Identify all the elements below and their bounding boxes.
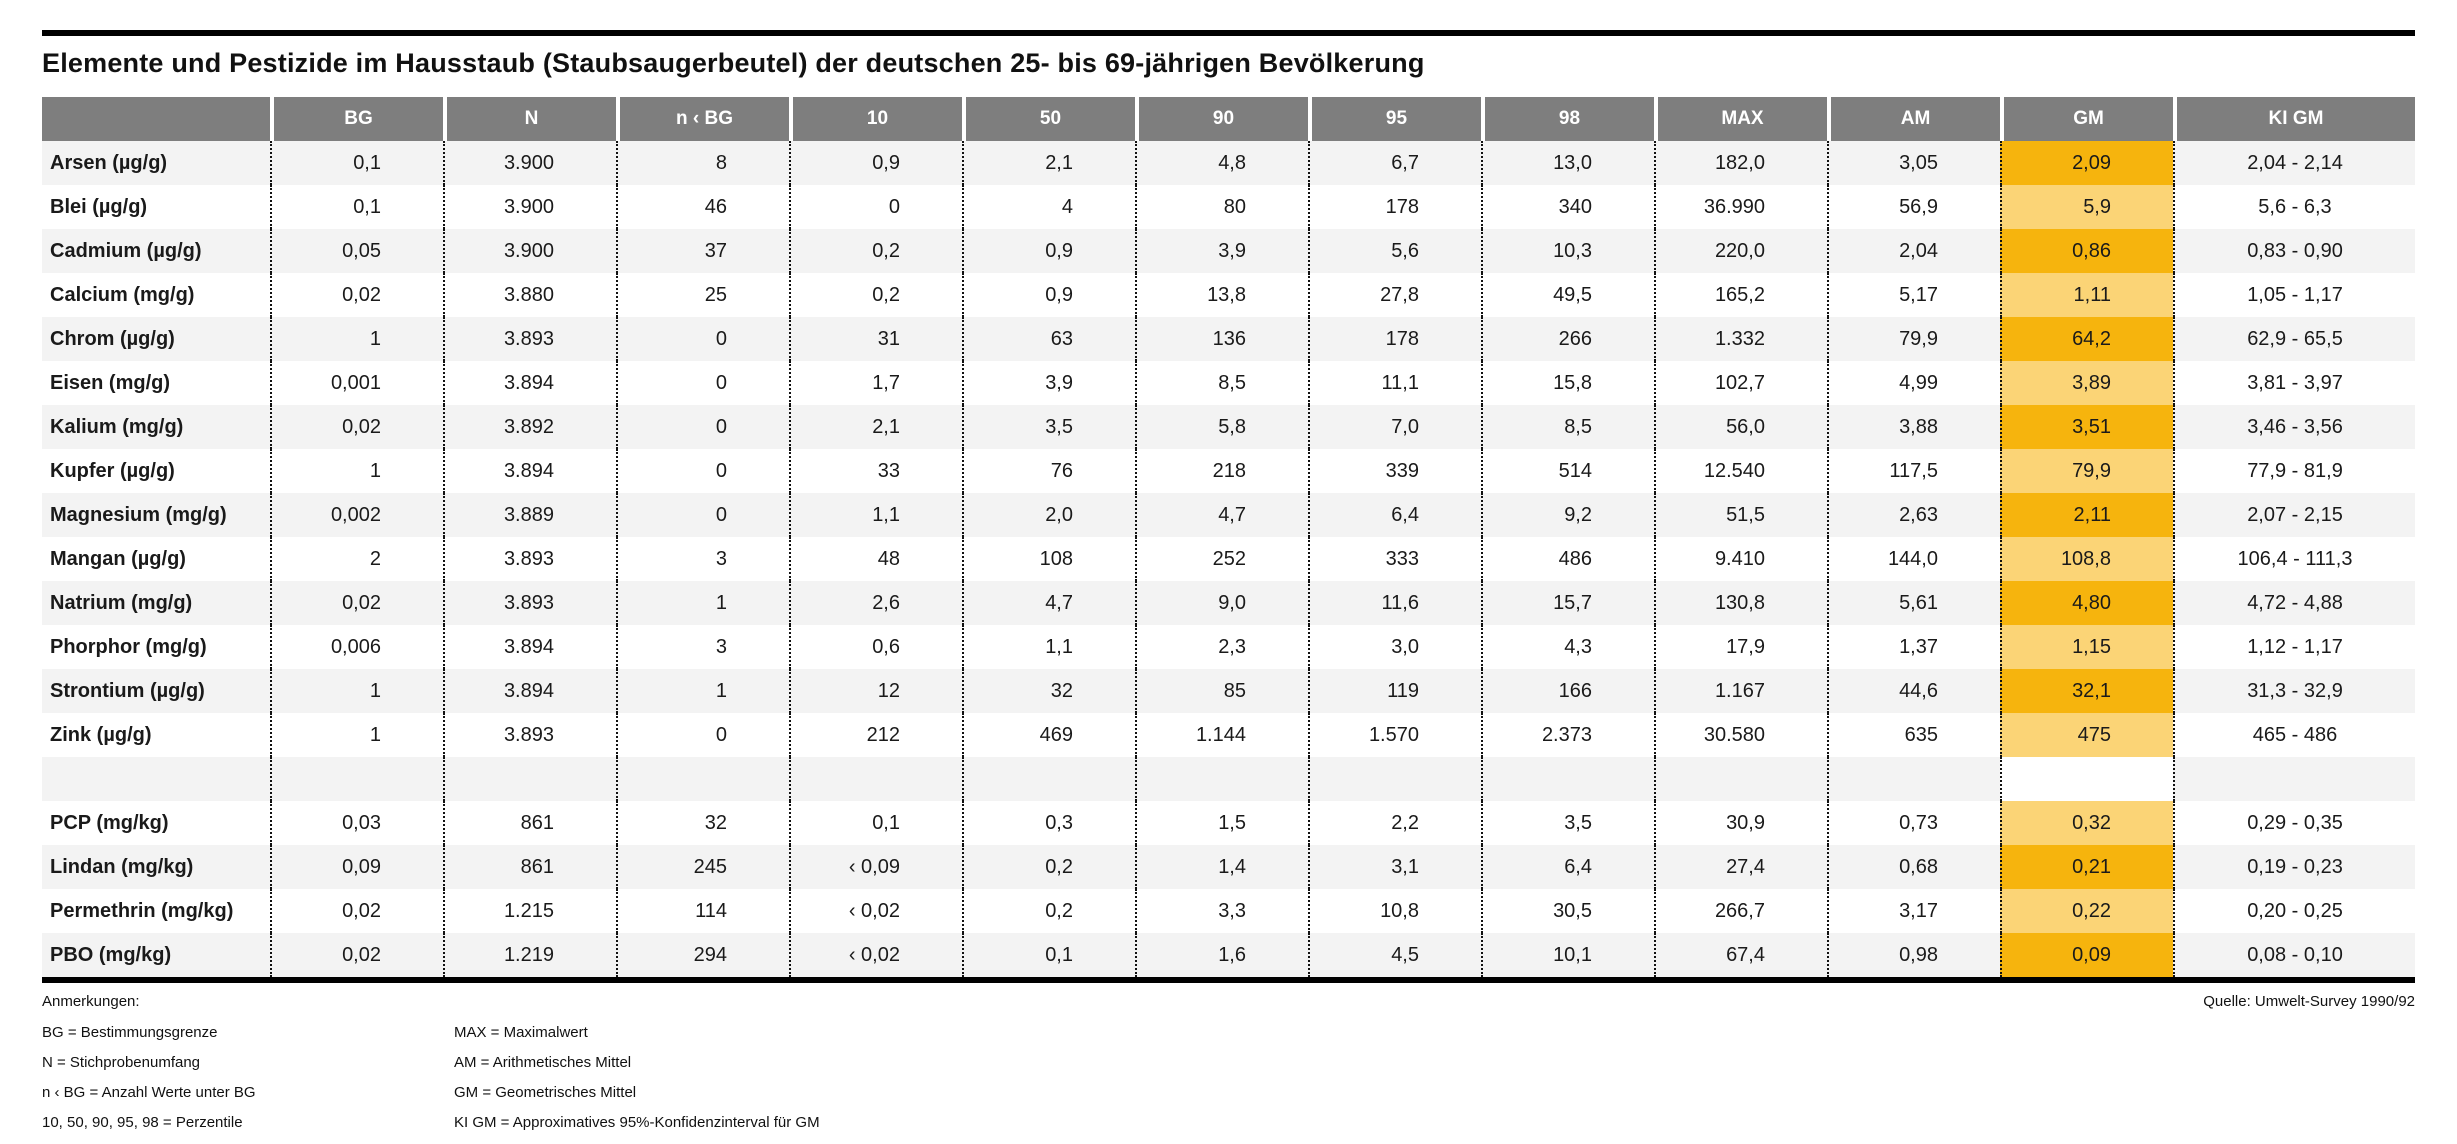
cell-gm: 1,15 (2000, 625, 2173, 669)
footnotes (42, 983, 2415, 1131)
cell-50: 32 (962, 669, 1135, 713)
cell-n: 3.894 (443, 361, 616, 405)
cell-gm: 475 (2000, 713, 2173, 757)
cell-gm: 0,32 (2000, 801, 2173, 845)
cell-bg: 0,006 (270, 625, 443, 669)
cell-n: 3.900 (443, 185, 616, 229)
cell-n: 861 (443, 801, 616, 845)
cell-am: 2,04 (1827, 229, 2000, 273)
cell-am: 0,73 (1827, 801, 2000, 845)
cell-ki-gm: 2,04 - 2,14 (2173, 141, 2415, 185)
cell-50: 0,2 (962, 845, 1135, 889)
table-row (42, 229, 2415, 273)
cell-ki-gm: 0,08 - 0,10 (2173, 933, 2415, 977)
cell-ki-gm (2173, 757, 2415, 801)
cell-n-bg: 0 (616, 493, 789, 537)
cell-50: 3,5 (962, 405, 1135, 449)
cell-90: 1.144 (1135, 713, 1308, 757)
table-row (42, 713, 2415, 757)
cell-n: 3.892 (443, 405, 616, 449)
cell-10: ‹ 0,09 (789, 845, 962, 889)
cell-n: 3.889 (443, 493, 616, 537)
cell-95: 3,1 (1308, 845, 1481, 889)
cell-50: 4,7 (962, 581, 1135, 625)
table-body (42, 141, 2415, 977)
cell-max: 130,8 (1654, 581, 1827, 625)
cell-max: 17,9 (1654, 625, 1827, 669)
cell-95: 7,0 (1308, 405, 1481, 449)
cell-bg: 1 (270, 669, 443, 713)
cell-n-bg: 0 (616, 361, 789, 405)
cell-n: 3.900 (443, 229, 616, 273)
cell-90: 80 (1135, 185, 1308, 229)
table-row (42, 625, 2415, 669)
cell-90: 4,7 (1135, 493, 1308, 537)
cell-max: 67,4 (1654, 933, 1827, 977)
row-label: Chrom (µg/g) (42, 317, 270, 361)
note-max: MAX = Maximalwert (454, 1024, 588, 1041)
cell-98: 486 (1481, 537, 1654, 581)
note-gm: GM = Geometrisches Mittel (454, 1084, 637, 1101)
cell-90: 4,8 (1135, 141, 1308, 185)
cell-ki-gm: 0,29 - 0,35 (2173, 801, 2415, 845)
spacer-row (42, 757, 2415, 801)
cell-95: 11,6 (1308, 581, 1481, 625)
cell-gm: 0,21 (2000, 845, 2173, 889)
cell-95: 333 (1308, 537, 1481, 581)
cell-98: 514 (1481, 449, 1654, 493)
cell-ki-gm: 1,12 - 1,17 (2173, 625, 2415, 669)
cell-10: 2,1 (789, 405, 962, 449)
cell-n-bg: 245 (616, 845, 789, 889)
cell-max: 1.332 (1654, 317, 1827, 361)
cell-gm: 4,80 (2000, 581, 2173, 625)
cell-am: 3,88 (1827, 405, 2000, 449)
cell-bg: 1 (270, 317, 443, 361)
cell-ki-gm: 106,4 - 111,3 (2173, 537, 2415, 581)
notes-heading: Anmerkungen: (42, 993, 140, 1010)
column-header-bg: BG (270, 97, 443, 141)
cell-10: 212 (789, 713, 962, 757)
column-header-kigm: KI GM (2173, 97, 2415, 141)
cell-95: 6,4 (1308, 493, 1481, 537)
cell-n: 3.893 (443, 713, 616, 757)
cell-50 (962, 757, 1135, 801)
cell-gm: 0,22 (2000, 889, 2173, 933)
cell-n-bg: 0 (616, 713, 789, 757)
row-label: PCP (mg/kg) (50, 811, 169, 834)
cell-ki-gm: 0,83 - 0,90 (2173, 229, 2415, 273)
cell-am: 44,6 (1827, 669, 2000, 713)
cell-max: 266,7 (1654, 889, 1827, 933)
cell-50: 0,2 (962, 889, 1135, 933)
cell-max (1654, 757, 1827, 801)
column-header-p95: 95 (1308, 97, 1481, 141)
cell-ki-gm: 3,81 - 3,97 (2173, 361, 2415, 405)
cell-10: 0 (789, 185, 962, 229)
row-label: Eisen (mg/g) (50, 371, 171, 394)
cell-gm: 3,51 (2000, 405, 2173, 449)
cell-n-bg: 3 (616, 537, 789, 581)
cell-90: 85 (1135, 669, 1308, 713)
cell-50: 76 (962, 449, 1135, 493)
table-row (42, 449, 2415, 493)
cell-98: 3,5 (1481, 801, 1654, 845)
row-label: Cadmium (µg/g) (42, 229, 270, 273)
column-header-p90: 90 (1135, 97, 1308, 141)
cell-10: 0,6 (789, 625, 962, 669)
cell-max: 1.167 (1654, 669, 1827, 713)
cell-ki-gm: 1,05 - 1,17 (2173, 273, 2415, 317)
cell-95: 5,6 (1308, 229, 1481, 273)
cell-95: 3,0 (1308, 625, 1481, 669)
cell-n-bg (616, 757, 789, 801)
cell-ki-gm: 2,07 - 2,15 (2173, 493, 2415, 537)
cell-max: 9.410 (1654, 537, 1827, 581)
cell-10: 0,2 (789, 273, 962, 317)
cell-10: 33 (789, 449, 962, 493)
cell-am: 56,9 (1827, 185, 2000, 229)
cell-n-bg: 8 (616, 141, 789, 185)
cell-90 (1135, 757, 1308, 801)
table-row (42, 405, 2415, 449)
cell-n (443, 757, 616, 801)
table-row (42, 581, 2415, 625)
row-label: Natrium (mg/g) (42, 581, 270, 625)
cell-90: 9,0 (1135, 581, 1308, 625)
cell-90: 1,4 (1135, 845, 1308, 889)
cell-98: 4,3 (1481, 625, 1654, 669)
cell-90: 5,8 (1135, 405, 1308, 449)
cell-max: 36.990 (1654, 185, 1827, 229)
column-header-p10: 10 (789, 97, 962, 141)
cell-95: 2,2 (1308, 801, 1481, 845)
cell-am: 79,9 (1827, 317, 2000, 361)
cell-95: 4,5 (1308, 933, 1481, 977)
row-label: Permethrin (mg/kg) (50, 899, 234, 922)
note-am: AM = Arithmetisches Mittel (454, 1054, 632, 1071)
row-label: Calcium (mg/g) (50, 283, 195, 306)
note-bg: BG = Bestimmungsgrenze (42, 1024, 218, 1041)
cell-50: 3,9 (962, 361, 1135, 405)
column-header-max: MAX (1654, 97, 1827, 141)
cell-10: 12 (789, 669, 962, 713)
column-header-n-bg: n ‹ BG (616, 97, 789, 141)
cell-bg: 1 (270, 713, 443, 757)
cell-10: 2,6 (789, 581, 962, 625)
row-label: Magnesium (mg/g) (42, 493, 270, 537)
cell-50: 0,9 (962, 229, 1135, 273)
cell-am: 4,99 (1827, 361, 2000, 405)
cell-98 (1481, 757, 1654, 801)
column-header-p98: 98 (1481, 97, 1654, 141)
cell-10: 31 (789, 317, 962, 361)
cell-10: 48 (789, 537, 962, 581)
cell-n-bg: 0 (616, 449, 789, 493)
cell-ki-gm: 77,9 - 81,9 (2173, 449, 2415, 493)
cell-bg: 0,002 (270, 493, 443, 537)
cell-bg: 0,1 (270, 141, 443, 185)
cell-n: 3.893 (443, 537, 616, 581)
cell-bg: 0,02 (270, 889, 443, 933)
cell-95: 119 (1308, 669, 1481, 713)
cell-n: 1.215 (443, 889, 616, 933)
row-label: Mangan (µg/g) (50, 547, 186, 570)
cell-ki-gm: 3,46 - 3,56 (2173, 405, 2415, 449)
cell-n: 861 (443, 845, 616, 889)
cell-n-bg: 0 (616, 317, 789, 361)
cell-n: 3.894 (443, 449, 616, 493)
table-row (42, 185, 2415, 229)
cell-n: 3.893 (443, 581, 616, 625)
table-row (42, 933, 2415, 977)
cell-98: 8,5 (1481, 405, 1654, 449)
cell-50: 469 (962, 713, 1135, 757)
cell-90: 13,8 (1135, 273, 1308, 317)
cell-gm: 32,1 (2000, 669, 2173, 713)
cell-50: 63 (962, 317, 1135, 361)
cell-98: 166 (1481, 669, 1654, 713)
cell-50: 0,9 (962, 273, 1135, 317)
cell-98: 10,3 (1481, 229, 1654, 273)
cell-am: 635 (1827, 713, 2000, 757)
cell-bg: 1 (270, 449, 443, 493)
cell-gm: 5,9 (2000, 185, 2173, 229)
cell-ki-gm: 31,3 - 32,9 (2173, 669, 2415, 713)
cell-max: 165,2 (1654, 273, 1827, 317)
cell-n-bg: 294 (616, 933, 789, 977)
corner-header (42, 97, 270, 141)
cell-am: 0,98 (1827, 933, 2000, 977)
cell-10: 1,1 (789, 493, 962, 537)
cell-90: 136 (1135, 317, 1308, 361)
cell-95: 27,8 (1308, 273, 1481, 317)
cell-am: 117,5 (1827, 449, 2000, 493)
cell-n-bg: 25 (616, 273, 789, 317)
cell-n-bg: 46 (616, 185, 789, 229)
row-label: Blei (µg/g) (50, 195, 148, 218)
cell-10: 0,9 (789, 141, 962, 185)
cell-10: 0,1 (789, 801, 962, 845)
cell-50: 0,3 (962, 801, 1135, 845)
cell-95: 178 (1308, 185, 1481, 229)
table-row (42, 537, 2415, 581)
note-kigm: KI GM = Approximatives 95%-Konfidenzinterval für GM (454, 1114, 820, 1131)
cell-90: 8,5 (1135, 361, 1308, 405)
cell-bg: 0,03 (270, 801, 443, 845)
table-row (42, 361, 2415, 405)
cell-gm: 108,8 (2000, 537, 2173, 581)
cell-n-bg: 37 (616, 229, 789, 273)
cell-95: 178 (1308, 317, 1481, 361)
cell-max: 12.540 (1654, 449, 1827, 493)
cell-90: 2,3 (1135, 625, 1308, 669)
source-note: Quelle: Umwelt-Survey 1990/92 (2203, 993, 2415, 1010)
row-label: Lindan (mg/kg) (42, 845, 270, 889)
cell-gm: 0,86 (2000, 229, 2173, 273)
cell-50: 2,0 (962, 493, 1135, 537)
cell-10: ‹ 0,02 (789, 889, 962, 933)
row-label: Kalium (mg/g) (42, 405, 270, 449)
cell-bg: 2 (270, 537, 443, 581)
cell-bg: 0,1 (270, 185, 443, 229)
cell-max: 30,9 (1654, 801, 1827, 845)
cell-gm: 64,2 (2000, 317, 2173, 361)
column-header-p50: 50 (962, 97, 1135, 141)
cell-am: 1,37 (1827, 625, 2000, 669)
cell-90: 218 (1135, 449, 1308, 493)
table-row (42, 669, 2415, 713)
cell-98: 49,5 (1481, 273, 1654, 317)
cell-98: 13,0 (1481, 141, 1654, 185)
cell-gm: 79,9 (2000, 449, 2173, 493)
cell-max: 102,7 (1654, 361, 1827, 405)
cell-98: 9,2 (1481, 493, 1654, 537)
cell-gm: 2,11 (2000, 493, 2173, 537)
cell-gm: 2,09 (2000, 141, 2173, 185)
cell-95 (1308, 757, 1481, 801)
cell-bg: 0,09 (270, 845, 443, 889)
cell-am: 5,61 (1827, 581, 2000, 625)
cell-90: 1,6 (1135, 933, 1308, 977)
table-row (42, 317, 2415, 361)
cell-n-bg: 114 (616, 889, 789, 933)
row-label: PBO (mg/kg) (42, 933, 270, 977)
cell-am: 2,63 (1827, 493, 2000, 537)
cell-10: ‹ 0,02 (789, 933, 962, 977)
cell-n-bg: 0 (616, 405, 789, 449)
cell-am: 0,68 (1827, 845, 2000, 889)
cell-ki-gm: 465 - 486 (2173, 713, 2415, 757)
cell-am: 144,0 (1827, 537, 2000, 581)
note-n: N = Stichprobenumfang (42, 1054, 201, 1071)
cell-95: 339 (1308, 449, 1481, 493)
cell-gm (2000, 757, 2173, 801)
cell-max: 27,4 (1654, 845, 1827, 889)
row-label: Phorphor (mg/g) (50, 635, 207, 658)
cell-n: 3.893 (443, 317, 616, 361)
cell-bg: 0,001 (270, 361, 443, 405)
cell-bg: 0,02 (270, 581, 443, 625)
cell-bg (270, 757, 443, 801)
cell-95: 10,8 (1308, 889, 1481, 933)
cell-n: 3.894 (443, 625, 616, 669)
cell-n-bg: 1 (616, 669, 789, 713)
cell-50: 1,1 (962, 625, 1135, 669)
table-row (42, 801, 2415, 845)
note-percentile: 10, 50, 90, 95, 98 = Perzentile (42, 1114, 243, 1131)
cell-n: 3.900 (443, 141, 616, 185)
cell-10: 0,2 (789, 229, 962, 273)
column-header-am: AM (1827, 97, 2000, 141)
table-title: Elemente und Pestizide im Hausstaub (Staubsaugerbeutel) der deutschen 25- bis 69-jährigen Bevölkerung (42, 48, 1425, 78)
cell-50: 108 (962, 537, 1135, 581)
cell-98: 15,8 (1481, 361, 1654, 405)
cell-98: 15,7 (1481, 581, 1654, 625)
cell-95: 1.570 (1308, 713, 1481, 757)
cell-50: 2,1 (962, 141, 1135, 185)
cell-10: 1,7 (789, 361, 962, 405)
cell-ki-gm: 4,72 - 4,88 (2173, 581, 2415, 625)
cell-am: 3,05 (1827, 141, 2000, 185)
row-label (42, 757, 270, 801)
cell-90: 3,9 (1135, 229, 1308, 273)
cell-gm: 0,09 (2000, 933, 2173, 977)
cell-95: 11,1 (1308, 361, 1481, 405)
cell-max: 30.580 (1654, 713, 1827, 757)
cell-ki-gm: 62,9 - 65,5 (2173, 317, 2415, 361)
row-label: Kupfer (µg/g) (50, 459, 175, 482)
cell-gm: 1,11 (2000, 273, 2173, 317)
row-label: Strontium (µg/g) (42, 669, 270, 713)
notes-grid (42, 1024, 1442, 1131)
cell-max: 51,5 (1654, 493, 1827, 537)
cell-am (1827, 757, 2000, 801)
cell-n-bg: 3 (616, 625, 789, 669)
cell-max: 220,0 (1654, 229, 1827, 273)
cell-95: 6,7 (1308, 141, 1481, 185)
cell-98: 10,1 (1481, 933, 1654, 977)
column-header-n: N (443, 97, 616, 141)
cell-max: 182,0 (1654, 141, 1827, 185)
cell-n: 3.880 (443, 273, 616, 317)
cell-bg: 0,02 (270, 405, 443, 449)
cell-n: 3.894 (443, 669, 616, 713)
row-label: Zink (µg/g) (50, 723, 152, 746)
note-n-bg: n ‹ BG = Anzahl Werte unter BG (42, 1084, 256, 1101)
header-row (42, 97, 2415, 141)
table-row (42, 273, 2415, 317)
cell-98: 266 (1481, 317, 1654, 361)
cell-98: 6,4 (1481, 845, 1654, 889)
cell-am: 5,17 (1827, 273, 2000, 317)
cell-gm: 3,89 (2000, 361, 2173, 405)
table-row (42, 493, 2415, 537)
cell-50: 0,1 (962, 933, 1135, 977)
cell-90: 3,3 (1135, 889, 1308, 933)
cell-ki-gm: 0,20 - 0,25 (2173, 889, 2415, 933)
cell-98: 30,5 (1481, 889, 1654, 933)
cell-am: 3,17 (1827, 889, 2000, 933)
cell-ki-gm: 0,19 - 0,23 (2173, 845, 2415, 889)
cell-bg: 0,02 (270, 273, 443, 317)
row-label: Arsen (µg/g) (42, 141, 270, 185)
cell-bg: 0,05 (270, 229, 443, 273)
cell-n-bg: 1 (616, 581, 789, 625)
cell-98: 2.373 (1481, 713, 1654, 757)
cell-ki-gm: 5,6 - 6,3 (2173, 185, 2415, 229)
table-row (42, 141, 2415, 185)
cell-90: 252 (1135, 537, 1308, 581)
statistics-table (42, 97, 2415, 977)
cell-bg: 0,02 (270, 933, 443, 977)
column-header-gm: GM (2000, 97, 2173, 141)
table-header (42, 97, 2415, 141)
cell-max: 56,0 (1654, 405, 1827, 449)
cell-98: 340 (1481, 185, 1654, 229)
cell-n: 1.219 (443, 933, 616, 977)
cell-n-bg: 32 (616, 801, 789, 845)
cell-10 (789, 757, 962, 801)
table-row (42, 845, 2415, 889)
cell-50: 4 (962, 185, 1135, 229)
table-row (42, 889, 2415, 933)
cell-90: 1,5 (1135, 801, 1308, 845)
